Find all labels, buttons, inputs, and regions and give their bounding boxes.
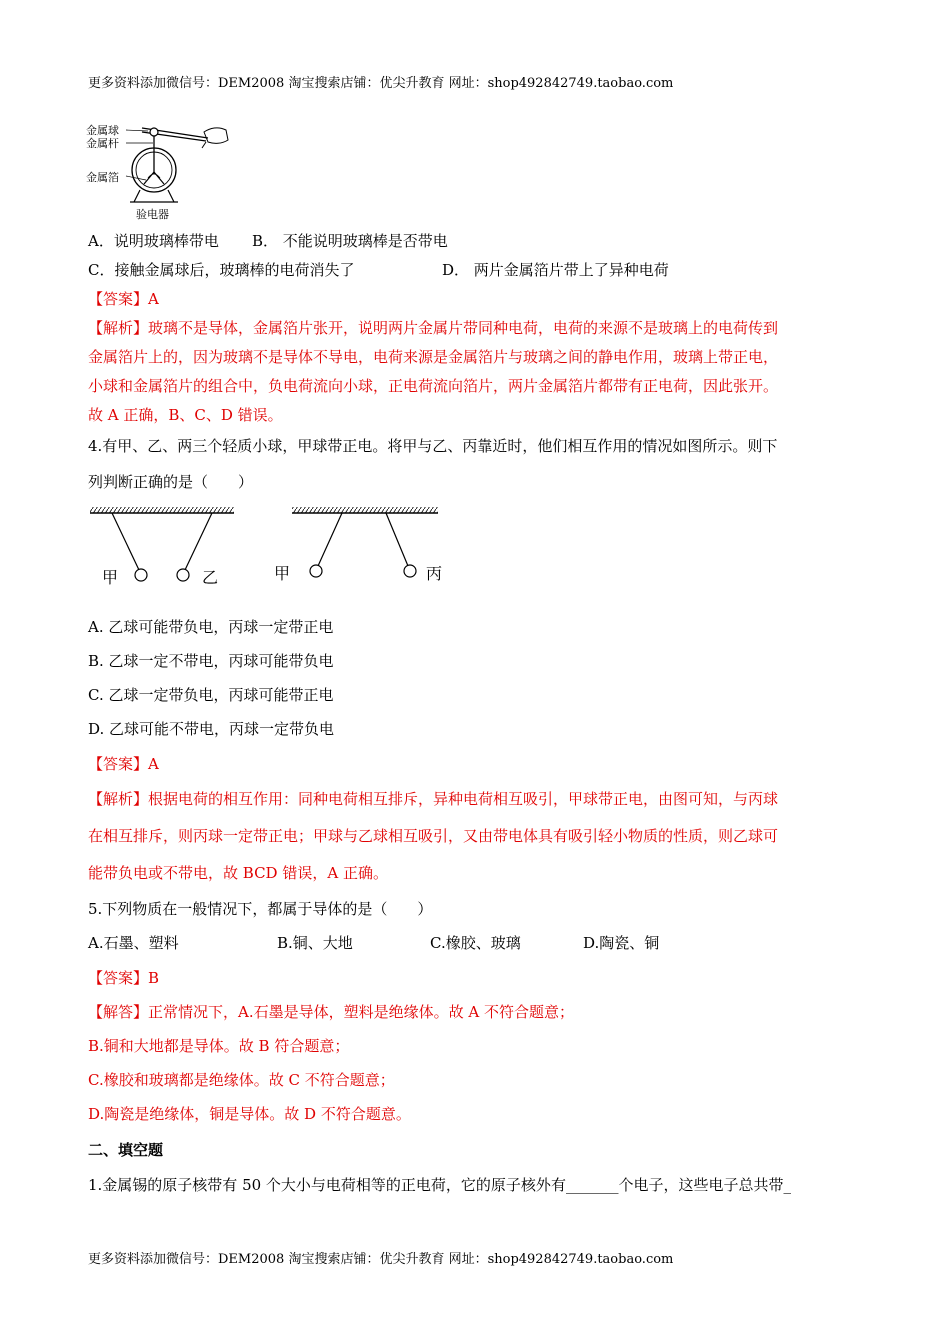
q4-analysis-line-2: 在相互排斥，则丙球一定带正电；甲球与乙球相互吸引，又由带电体具有吸引轻小物质的性质，则乙球可: [88, 827, 779, 845]
q5-analysis-line-4: D.陶瓷是绝缘体，铜是导体。故 D 不符合题意。: [88, 1105, 411, 1123]
q5-answer-tag: 【答案】: [88, 969, 149, 987]
pendulum-balls-diagram: [88, 503, 448, 593]
q5-analysis-tag: 【解答】: [88, 1003, 149, 1021]
label-ball-jia-left: 甲: [102, 568, 119, 587]
q5-answer-value: B: [148, 969, 160, 987]
q5-options-row: [88, 932, 659, 953]
q3-option-b: B． 不能说明玻璃棒是否带电: [252, 232, 448, 250]
q5-option-b: B.铜、大地: [277, 934, 353, 952]
q4-answer-tag: 【答案】: [88, 755, 149, 773]
label-metal-ball: 金属球: [86, 124, 119, 137]
q4-analysis-tag: 【解析】: [88, 790, 149, 808]
q4-stem-line-1: 4.有甲、乙、两三个轻质小球，甲球带正电。将甲与乙、丙靠近时，他们相互作用的情况如图所示。则下: [88, 437, 778, 455]
q3-option-a: A．说明玻璃棒带电: [88, 232, 219, 250]
q4-answer: [88, 753, 159, 774]
q5-analysis-line-2: B.铜和大地都是导体。故 B 符合题意；: [88, 1037, 350, 1055]
q4-figure: [88, 503, 448, 593]
label-ball-jia-right: 甲: [274, 564, 291, 583]
q5-option-a: A.石墨、塑料: [88, 934, 179, 952]
q3-option-c: C．接触金属球后，玻璃棒的电荷消失了: [88, 261, 355, 279]
page-footer: 更多资料添加微信号：DEM2008 淘宝搜索店铺：优尖升教育 网址：shop492842749.taobao.com: [88, 1252, 674, 1267]
q3-analysis-line-4: 故 A 正确，B、C、D 错误。: [88, 406, 283, 424]
q3-option-d: D． 两片金属箔片带上了异种电荷: [442, 261, 669, 279]
q3-answer-value: A: [148, 290, 159, 308]
q4-stem-line-2: 列判断正确的是（ ）: [88, 473, 254, 491]
q4-answer-value: A: [148, 755, 159, 773]
q5-option-c: C.橡胶、玻璃: [430, 934, 521, 952]
q3-analysis-tag: 【解析】: [88, 319, 149, 337]
label-ball-bing: 丙: [426, 564, 443, 583]
q5-analysis-text-1: 正常情况下，A.石墨是导体，塑料是绝缘体。故 A 不符合题意；: [148, 1003, 574, 1021]
q4-analysis-text-1: 根据电荷的相互作用：同种电荷相互排斥，异种电荷相互吸引，甲球带正电，由图可知，与丙球: [148, 790, 779, 808]
q4-analysis-line-1: [88, 788, 778, 809]
q3-answer: [88, 288, 159, 309]
q4-option-c: C. 乙球一定带负电，丙球可能带正电: [88, 686, 334, 704]
label-ball-yi: 乙: [202, 568, 219, 587]
figure-caption-electroscope: 验电器: [136, 208, 169, 221]
q5-analysis-line-1: [88, 1001, 574, 1022]
q5-answer: [88, 967, 159, 988]
q3-analysis-line-1: [88, 317, 778, 338]
label-metal-foil: 金属箔: [86, 171, 119, 184]
q4-option-a: A. 乙球可能带负电，丙球一定带正电: [88, 618, 334, 636]
q3-options-row-1: [88, 230, 448, 251]
q3-answer-tag: 【答案】: [88, 290, 149, 308]
q5-analysis-line-3: C.橡胶和玻璃都是绝缘体。故 C 不符合题意；: [88, 1071, 395, 1089]
q3-analysis-text-1: 玻璃不是导体，金属箔片张开，说明两片金属片带同种电荷，电荷的来源不是玻璃上的电荷传到: [148, 319, 779, 337]
page-header: 更多资料添加微信号：DEM2008 淘宝搜索店铺：优尖升教育 网址：shop492842749.taobao.com: [88, 76, 674, 91]
electroscope-figure: [86, 118, 236, 220]
label-metal-rod: 金属杆: [86, 137, 119, 150]
q5-stem: 5.下列物质在一般情况下，都属于导体的是（ ）: [88, 900, 433, 918]
q3-options-row-2: [88, 259, 669, 280]
q3-analysis-line-3: 小球和金属箔片的组合中，负电荷流向小球，正电荷流向箔片，两片金属箔片都带有正电荷，因此张开。: [88, 377, 779, 395]
q5-option-d: D.陶瓷、铜: [583, 934, 660, 952]
section2-q1: 1.金属锡的原子核带有 50 个大小与电荷相等的正电荷，它的原子核外有_______个电子，这些电子总共带_: [88, 1176, 791, 1194]
q4-option-d: D. 乙球可能不带电，丙球一定带负电: [88, 720, 335, 738]
q4-analysis-line-3: 能带负电或不带电，故 BCD 错误，A 正确。: [88, 864, 388, 882]
q3-analysis-line-2: 金属箔片上的，因为玻璃不是导体不导电，电荷来源是金属箔片与玻璃之间的静电作用，玻璃上带正电，: [88, 348, 779, 366]
q4-option-b: B. 乙球一定不带电，丙球可能带负电: [88, 652, 334, 670]
section-title-fill-in: 二、填空题: [88, 1141, 164, 1159]
